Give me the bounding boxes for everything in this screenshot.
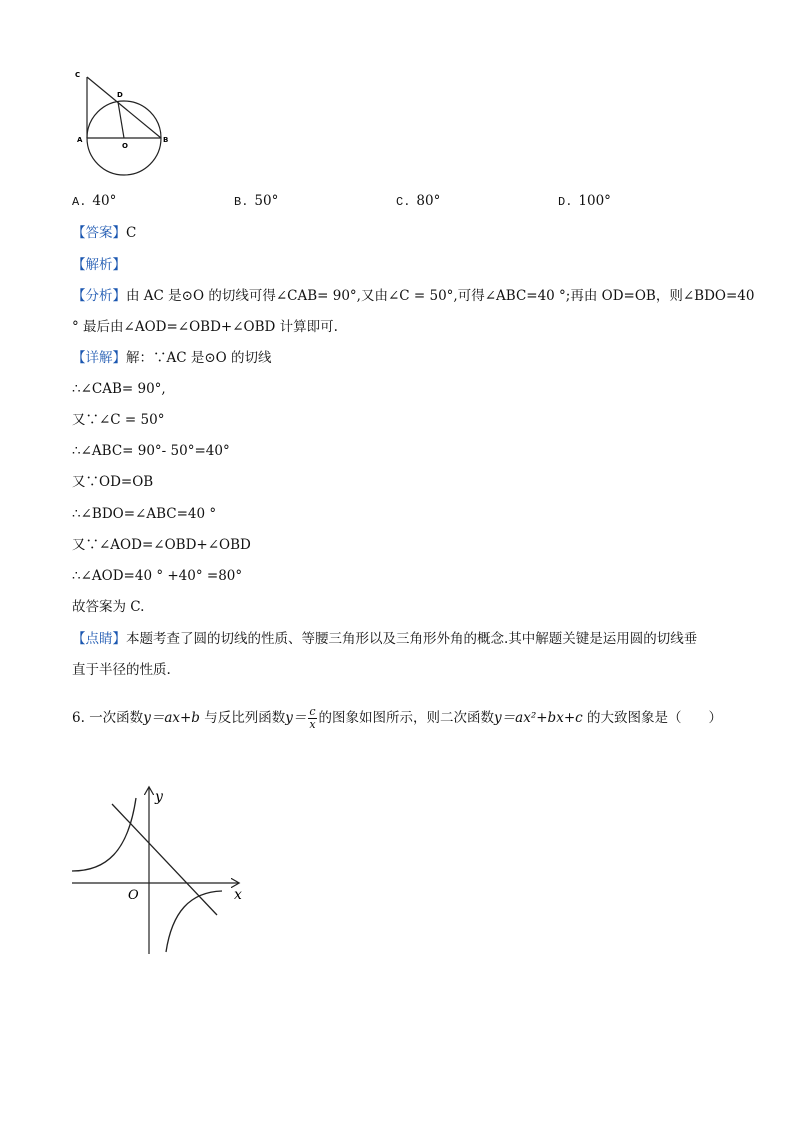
detail-line5: 又∵OD=OB: [72, 474, 154, 490]
label-a: A: [77, 136, 83, 144]
detail-line1: 【详解】解：∵AC 是⊙O 的切线: [72, 350, 272, 366]
label-b: B: [163, 136, 169, 144]
fraction-c-over-x: $\frac{c}{x}$: [309, 705, 316, 731]
function-graph-figure: [66, 782, 256, 962]
detail-line2: ∴∠CAB= 90°,: [72, 381, 166, 397]
dianjing-line2: 直于半径的性质.: [72, 662, 171, 678]
label-c: C: [75, 71, 81, 79]
detail-line8: ∴∠AOD=40 ° +40° =80°: [72, 568, 243, 584]
hyperbola-branch-upper-left: [72, 798, 136, 871]
dianjing-line1: 【点睛】本题考查了圆的切线的性质、等腰三角形以及三角形外角的概念.其中解题关键是运用圆的切线垂: [72, 631, 698, 647]
detail-line7: 又∵∠AOD=∠OBD+∠OBD: [72, 537, 251, 553]
label-d: D: [117, 91, 123, 99]
detail-line6: ∴∠BDO=∠ABC=40 °: [72, 506, 217, 522]
detail-line9: 故答案为 C.: [72, 599, 145, 615]
option-b: B. 50°: [234, 193, 279, 209]
segment-cb: [87, 77, 161, 138]
hyperbola-branch-lower-right: [166, 891, 222, 952]
option-d: D. 100°: [558, 193, 611, 209]
label-o: O: [122, 142, 128, 150]
answer-value: C: [126, 225, 137, 241]
x-axis-label: x: [234, 887, 242, 903]
y-axis-label: y: [155, 789, 163, 805]
analysis-heading: 【解析】: [72, 257, 126, 273]
fenxi-line2: ° 最后由∠AOD=∠OBD+∠OBD 计算即可.: [72, 319, 338, 335]
option-a: A. 40°: [72, 193, 117, 209]
answer-tag: 【答案】: [72, 225, 126, 241]
answer-line: [72, 224, 136, 242]
option-c: C. 80°: [396, 193, 441, 209]
question-6: 6. 一次函数y＝ax+b 与反比列函数y＝ $\frac{c}{x}$ 的图象如图所示，则二次函数y＝ax²+bx+c 的大致图象是（ ）: [72, 705, 722, 731]
detail-line3: 又∵∠C = 50°: [72, 412, 165, 428]
detail-line4: ∴∠ABC= 90°- 50°=40°: [72, 443, 230, 459]
fenxi-line1: 【分析】由 AC 是⊙O 的切线可得∠CAB= 90°,又由∠C = 50°,可得∠ABC=40 °;再由 OD=OB，则∠BDO=40: [72, 288, 755, 304]
circle-tangent-figure: [70, 68, 180, 178]
origin-label: O: [128, 888, 139, 903]
